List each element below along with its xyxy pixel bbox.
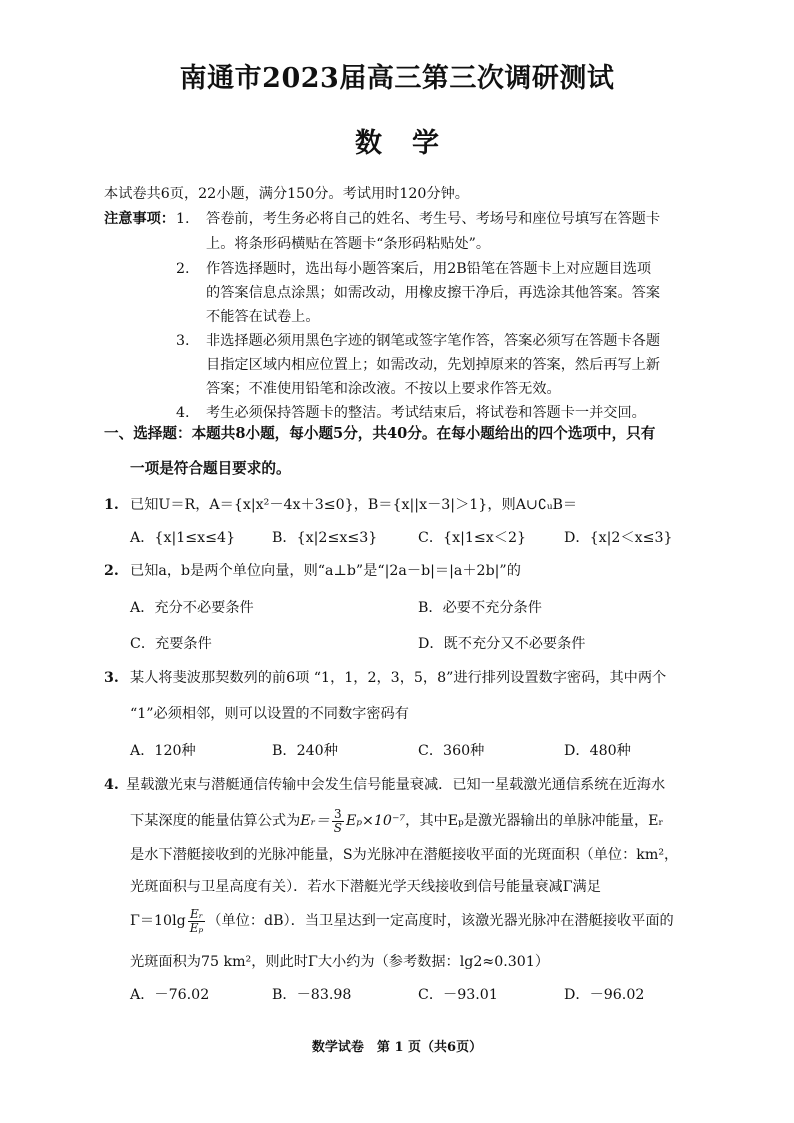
exam-title: 南通市2023届高三第三次调研测试 — [179, 63, 615, 94]
question-1-stem: 已知U＝R，A＝{x|x²－4x＋3≤0}，B＝{x||x－3|＞1}，则A∪∁ᵤB＝ — [130, 497, 578, 513]
question-4-line-4: 光斑面积与卫星高度有关）．若水下潜艇光学天线接收到信号能量衰减Γ满足 — [130, 879, 601, 895]
question-3-option-a: A．120种 — [130, 743, 196, 759]
question-2-option-d: D．既不充分又不必要条件 — [418, 636, 586, 652]
notice-2-line-2: 的答案信息点涂黑；如需改动，用橡皮擦干净后，再选涂其他答案。答案 — [206, 285, 661, 301]
question-4-option-a: A．－76.02 — [130, 987, 210, 1003]
notice-2-line-3: 不能答在试卷上。 — [206, 309, 320, 325]
question-1-number: 1. — [104, 497, 119, 513]
question-4-number: 4. — [104, 777, 119, 793]
question-3-line-1: 某人将斐波那契数列的前6项 “1，1，2，3，5，8”进行排列设置数字密码，其中两个 — [130, 670, 667, 686]
notice-label: 注意事项： — [104, 211, 175, 227]
question-4-line-2 — [130, 808, 663, 834]
question-2-option-c: C．充要条件 — [130, 636, 212, 652]
question-1-option-a: A．{x|1≤x≤4} — [130, 530, 236, 546]
notice-1-line-2: 上。将条形码横贴在答题卡“条形码粘贴处”。 — [206, 236, 491, 252]
question-1-option-b: B．{x|2≤x≤3} — [272, 530, 378, 546]
notice-num-1: 1. — [176, 211, 190, 227]
attenuation-fraction-denominator: Eₚ — [189, 920, 204, 935]
energy-fraction-numerator: 3 — [332, 808, 344, 822]
notice-num-3: 3. — [176, 333, 190, 349]
question-3-option-d: D．480种 — [564, 743, 631, 759]
energy-fraction — [332, 808, 344, 834]
question-4-option-b: B．－83.98 — [272, 987, 352, 1003]
question-3-number: 3. — [104, 670, 119, 686]
question-1-option-c: C．{x|1≤x＜2} — [418, 530, 527, 546]
energy-formula-right: Eₚ×10⁻⁷ — [345, 813, 406, 830]
subject-title: 数学 — [355, 128, 469, 159]
question-3-option-c: C．360种 — [418, 743, 485, 759]
notice-num-2: 2. — [176, 261, 190, 277]
notice-num-4: 4. — [176, 405, 190, 421]
question-3-option-b: B．240种 — [272, 743, 338, 759]
energy-formula-left: Eᵣ＝ — [300, 813, 330, 830]
question-4-line-5 — [130, 908, 674, 934]
notice-3-line-2: 目指定区域内相应位置上；如需改动，先划掉原来的答案，然后再写上新 — [206, 357, 661, 373]
question-4-line-5-suffix: （单位：dB）．当卫星达到一定高度时，该激光器光脉冲在潜艇接收平面的 — [207, 913, 674, 930]
notice-3-line-3: 答案；不准使用铅笔和涂改液。不按以上要求作答无效。 — [206, 381, 561, 397]
notice-2-line-1: 作答选择题时，选出每小题答案后，用2B铅笔在答题卡上对应题目选项 — [206, 261, 652, 277]
page-footer: 数学试卷 第 1 页（共6页） — [311, 1040, 483, 1055]
question-1-option-d: D．{x|2＜x≤3} — [564, 530, 673, 546]
question-4-option-d: D．－96.02 — [564, 987, 645, 1003]
notice-4-line-1: 考生必须保持答题卡的整洁。考试结束后，将试卷和答题卡一并交回。 — [206, 405, 646, 421]
question-2-option-b: B．必要不充分条件 — [418, 600, 542, 616]
energy-fraction-denominator: S — [333, 820, 342, 835]
question-2-stem: 已知a，b是两个单位向量，则“a⊥b”是“|2a－b|＝|a＋2b|”的 — [130, 563, 521, 579]
attenuation-fraction — [188, 908, 206, 934]
notice-3-line-1: 非选择题必须用黑色字迹的钢笔或签字笔作答，答案必须写在答题卡各题 — [206, 333, 661, 349]
question-4-line-3: 是水下潜艇接收到的光脉冲能量，S为光脉冲在潜艇接收平面的光斑面积（单位：km²， — [130, 847, 679, 863]
question-2-number: 2. — [104, 563, 119, 579]
attenuation-fraction-numerator: Eᵣ — [188, 908, 206, 922]
question-4-option-c: C．－93.01 — [418, 987, 498, 1003]
question-4-line-2-prefix: 下某深度的能量估算公式为 — [130, 813, 301, 830]
question-4-line-1: 星载激光束与潜艇通信传输中会发生信号能量衰减．已知一星载激光通信系统在近海水 — [126, 777, 666, 793]
attenuation-formula-left: Γ＝10lg — [130, 913, 186, 930]
section-1-heading-line-1: 一、选择题：本题共8小题，每小题5分，共40分。在每小题给出的四个选项中，只有 — [104, 425, 656, 442]
exam-intro: 本试卷共6页，22小题，满分150分。考试用时120分钟。 — [104, 186, 469, 202]
notice-1-line-1: 答卷前，考生务必将自己的姓名、考生号、考场号和座位号填写在答题卡 — [206, 211, 661, 227]
question-2-option-a: A．充分不必要条件 — [130, 600, 254, 616]
section-1-heading-line-2: 一项是符合题目要求的。 — [130, 460, 291, 477]
question-3-line-2: “1”必须相邻，则可以设置的不同数字密码有 — [130, 706, 409, 722]
question-4-line-6: 光斑面积为75 km²，则此时Γ大小约为（参考数据：lg2≈0.301） — [130, 954, 550, 970]
question-4-line-2-suffix: ，其中Eₚ是激光器输出的单脉冲能量，Eᵣ — [405, 813, 664, 830]
